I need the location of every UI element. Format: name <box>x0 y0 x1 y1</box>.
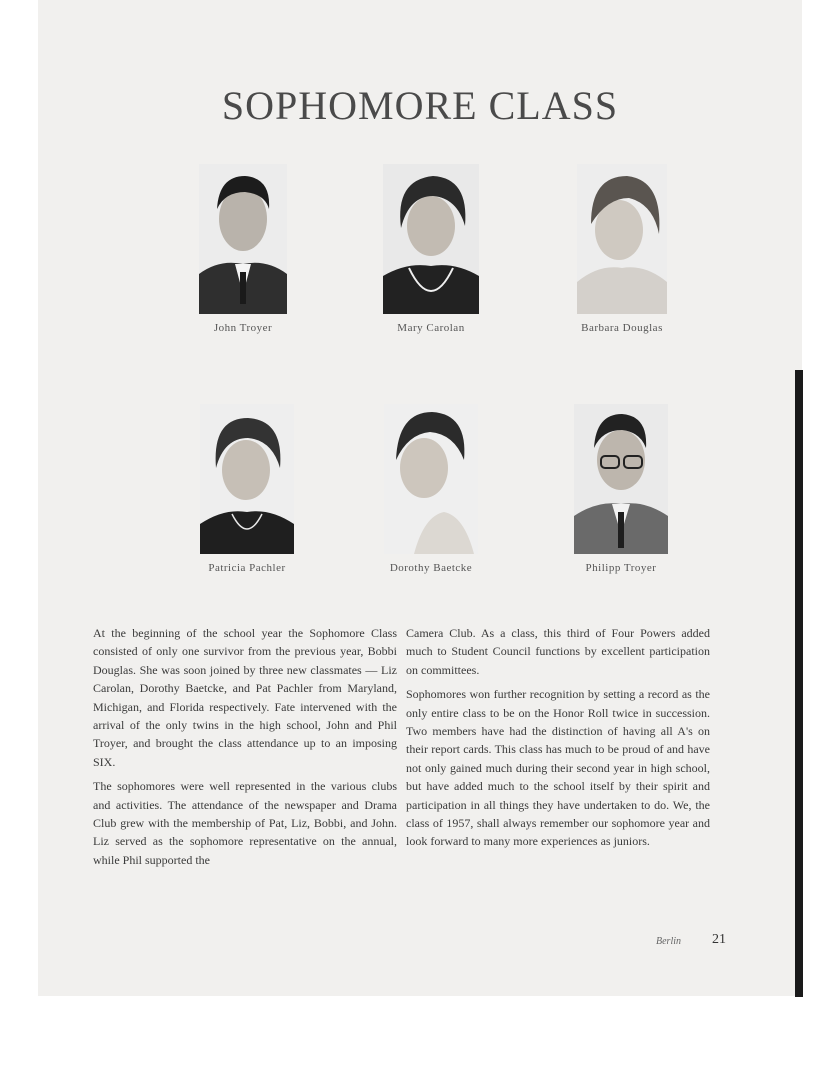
page-edge-shadow <box>795 370 803 997</box>
portrait-photo <box>383 164 479 314</box>
portrait-caption: Mary Carolan <box>397 322 465 334</box>
portrait-philipp-troyer <box>546 404 696 574</box>
yearbook-page <box>38 0 802 996</box>
portrait-caption: Dorothy Baetcke <box>389 562 473 574</box>
portrait-photo <box>199 164 287 314</box>
portrait-mary-carolan <box>356 164 506 334</box>
body-paragraph: The sophomores were well represented in the various clubs and activities. The attendance of the newspaper and Drama Club grew with the membership of Pat, Liz, Bobbi, and John. Liz served as the sophomore representative on the annual, while Phil supported the <box>93 779 397 867</box>
body-column-right <box>406 624 710 857</box>
portrait-photo <box>577 164 667 314</box>
portrait-dorothy-baetcke <box>356 404 506 574</box>
portrait-photo <box>200 404 294 554</box>
body-paragraph: At the beginning of the school year the Sophomore Class consisted of only one survivor from the previous year, Bobbi Douglas. She was soon joined by three new classmates — Liz Carolan, Dorothy Baetcke, and Pat Pachler from Maryland, Michigan, and Florida respectively. Fate intervened with the arrival of the only twins in the high school, John and Phil Troyer, and brought the class attendance up to an imposing SIX. <box>93 626 397 769</box>
body-column-left <box>93 624 397 875</box>
body-paragraph: Sophomores won further recognition by setting a record as the only entire class to be on the Honor Roll twice in succession. Two members have had the distinction of having all A's on their report cards. This class has much to be proud of and have not only gained much during their second year in high school, but have added much to the school itself by their spirit and participation in all things they have undertaken to do. We, the class of 1957, shall always remember our sophomore year and look forward to many more experiences as juniors. <box>406 687 710 849</box>
page-number: 21 <box>712 932 726 947</box>
portrait-caption: Barbara Douglas <box>581 322 663 334</box>
page-title: SOPHOMORE CLASS <box>221 83 619 128</box>
portrait-caption: Patricia Pachler <box>208 562 286 574</box>
portrait-photo <box>574 404 668 554</box>
portrait-photo <box>384 404 478 554</box>
body-paragraph: Camera Club. As a class, this third of Four Powers added much to Student Council functions by excellent participation on committees. <box>406 626 710 677</box>
portrait-patricia-pachler <box>172 404 322 574</box>
portrait-barbara-douglas <box>547 164 697 334</box>
portrait-caption: Philipp Troyer <box>585 562 657 574</box>
portrait-caption: John Troyer <box>213 322 273 334</box>
footer-book-name: Berlin <box>656 936 681 947</box>
portrait-john-troyer <box>168 164 318 334</box>
